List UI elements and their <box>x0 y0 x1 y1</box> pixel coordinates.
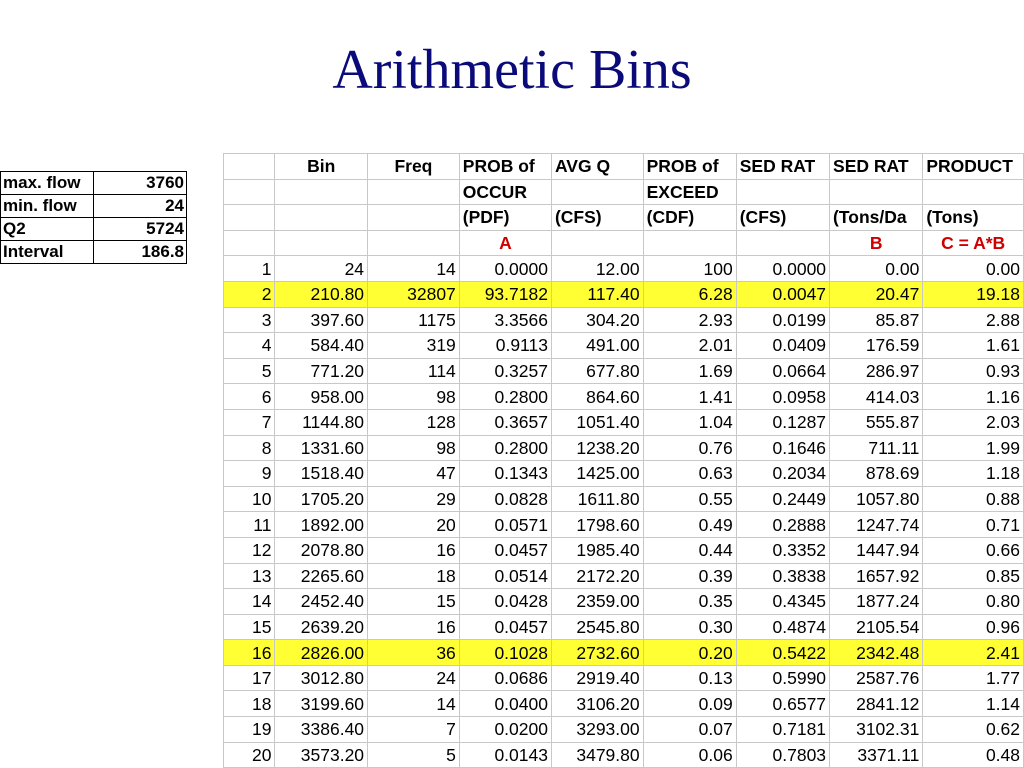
table-cell: 12.00 <box>551 256 643 282</box>
table-cell: 0.0686 <box>459 665 551 691</box>
table-cell: 2105.54 <box>830 614 923 640</box>
table-cell: 16 <box>368 537 460 563</box>
table-cell: 0.96 <box>923 614 1024 640</box>
table-cell <box>224 205 275 231</box>
table-cell: 1798.60 <box>551 512 643 538</box>
table-cell: 3371.11 <box>830 742 923 768</box>
table-cell: 1657.92 <box>830 563 923 589</box>
table-cell: 0.00 <box>923 256 1024 282</box>
table-cell: 1447.94 <box>830 537 923 563</box>
table-cell: 0.39 <box>643 563 736 589</box>
table-cell: 2732.60 <box>551 640 643 666</box>
table-cell: 18 <box>368 563 460 589</box>
table-cell: 0.35 <box>643 589 736 615</box>
table-cell: 0.0571 <box>459 512 551 538</box>
parameter-label: Interval <box>1 241 94 264</box>
table-cell: 0.0457 <box>459 614 551 640</box>
table-cell: 20 <box>224 742 275 768</box>
table-cell: 0.30 <box>643 614 736 640</box>
table-cell: OCCUR <box>459 179 551 205</box>
table-cell <box>643 230 736 256</box>
table-cell: 397.60 <box>275 307 368 333</box>
table-cell: PRODUCT <box>923 154 1024 180</box>
table-cell: 0.88 <box>923 486 1024 512</box>
table-cell: 24 <box>275 256 368 282</box>
table-cell: 1985.40 <box>551 537 643 563</box>
table-cell: 2078.80 <box>275 537 368 563</box>
table-cell: 0.0428 <box>459 589 551 615</box>
table-cell: 0.0400 <box>459 691 551 717</box>
table-cell: 3293.00 <box>551 717 643 743</box>
table-cell: 13 <box>224 563 275 589</box>
table-cell: 304.20 <box>551 307 643 333</box>
table-cell: 2265.60 <box>275 563 368 589</box>
table-cell: 1051.40 <box>551 409 643 435</box>
table-cell <box>830 179 923 205</box>
table-cell: 2639.20 <box>275 614 368 640</box>
table-cell <box>551 179 643 205</box>
table-cell: 3479.80 <box>551 742 643 768</box>
table-cell: 0.6577 <box>736 691 829 717</box>
table-cell <box>275 205 368 231</box>
table-cell: 319 <box>368 333 460 359</box>
table-cell: 1705.20 <box>275 486 368 512</box>
table-row <box>224 486 1024 512</box>
table-cell: (CFS) <box>736 205 829 231</box>
table-cell: 2826.00 <box>275 640 368 666</box>
table-cell: (CFS) <box>551 205 643 231</box>
parameters-table <box>0 171 187 264</box>
table-cell: 0.0958 <box>736 384 829 410</box>
table-cell: 36 <box>368 640 460 666</box>
table-cell: 12 <box>224 537 275 563</box>
table-cell: (CDF) <box>643 205 736 231</box>
table-cell: 414.03 <box>830 384 923 410</box>
table-cell: 0.2034 <box>736 461 829 487</box>
table-cell: 0.55 <box>643 486 736 512</box>
table-cell: 1057.80 <box>830 486 923 512</box>
table-cell: 0.5422 <box>736 640 829 666</box>
parameter-row <box>1 172 187 195</box>
table-cell: 1.69 <box>643 358 736 384</box>
table-cell: 3012.80 <box>275 665 368 691</box>
parameter-row <box>1 241 187 264</box>
table-cell: 1518.40 <box>275 461 368 487</box>
table-cell: 2.01 <box>643 333 736 359</box>
table-cell: 771.20 <box>275 358 368 384</box>
table-cell: 32807 <box>368 281 460 307</box>
table-cell: 2.88 <box>923 307 1024 333</box>
table-cell: 6 <box>224 384 275 410</box>
table-row <box>224 717 1024 743</box>
table-row <box>224 665 1024 691</box>
table-cell: 8 <box>224 435 275 461</box>
table-cell: 2841.12 <box>830 691 923 717</box>
table-cell: 3199.60 <box>275 691 368 717</box>
table-cell: 0.71 <box>923 512 1024 538</box>
table-cell: 2172.20 <box>551 563 643 589</box>
table-cell: 0.0200 <box>459 717 551 743</box>
table-cell: 878.69 <box>830 461 923 487</box>
table-cell: 0.2800 <box>459 384 551 410</box>
table-cell: 0.0047 <box>736 281 829 307</box>
table-cell: 0.1343 <box>459 461 551 487</box>
table-cell: 677.80 <box>551 358 643 384</box>
parameter-value: 186.8 <box>94 241 187 264</box>
table-cell: 20.47 <box>830 281 923 307</box>
table-cell <box>368 179 460 205</box>
table-cell: 2545.80 <box>551 614 643 640</box>
table-cell: 3102.31 <box>830 717 923 743</box>
table-cell: 14 <box>368 256 460 282</box>
table-cell: 17 <box>224 665 275 691</box>
table-cell: 47 <box>368 461 460 487</box>
table-cell: 0.0514 <box>459 563 551 589</box>
table-cell: 0.3657 <box>459 409 551 435</box>
table-cell: 1 <box>224 256 275 282</box>
table-cell <box>224 154 275 180</box>
table-cell: 19 <box>224 717 275 743</box>
table-cell: 1.61 <box>923 333 1024 359</box>
table-cell: 711.11 <box>830 435 923 461</box>
table-row <box>224 256 1024 282</box>
table-cell: 128 <box>368 409 460 435</box>
table-cell: 1892.00 <box>275 512 368 538</box>
table-cell: 3.3566 <box>459 307 551 333</box>
table-cell <box>736 179 829 205</box>
table-cell: 20 <box>368 512 460 538</box>
table-cell: 14 <box>224 589 275 615</box>
table-row <box>224 742 1024 768</box>
table-cell: 1.14 <box>923 691 1024 717</box>
highlighted-table-row <box>224 640 1024 666</box>
table-cell: 210.80 <box>275 281 368 307</box>
table-cell: 0.06 <box>643 742 736 768</box>
table-row <box>224 435 1024 461</box>
table-cell: 555.87 <box>830 409 923 435</box>
table-row <box>224 512 1024 538</box>
table-cell: 0.4874 <box>736 614 829 640</box>
table-cell: 15 <box>368 589 460 615</box>
table-cell: 0.63 <box>643 461 736 487</box>
table-cell <box>551 230 643 256</box>
table-cell: (Tons/Da <box>830 205 923 231</box>
parameter-row <box>1 195 187 218</box>
parameter-value: 3760 <box>94 172 187 195</box>
table-cell: 3106.20 <box>551 691 643 717</box>
table-cell: 1.41 <box>643 384 736 410</box>
parameter-value: 5724 <box>94 218 187 241</box>
table-cell: 1425.00 <box>551 461 643 487</box>
table-cell: 19.18 <box>923 281 1024 307</box>
table-cell: 2359.00 <box>551 589 643 615</box>
table-row <box>224 384 1024 410</box>
table-cell: 0.93 <box>923 358 1024 384</box>
table-cell: 5 <box>368 742 460 768</box>
table-cell: 0.7803 <box>736 742 829 768</box>
table-cell: 117.40 <box>551 281 643 307</box>
table-cell: 2452.40 <box>275 589 368 615</box>
table-row <box>224 691 1024 717</box>
table-cell: SED RAT <box>736 154 829 180</box>
table-row <box>224 563 1024 589</box>
table-cell: 0.20 <box>643 640 736 666</box>
table-cell: 6.28 <box>643 281 736 307</box>
table-cell: 0.3257 <box>459 358 551 384</box>
table-cell: 0.13 <box>643 665 736 691</box>
table-cell: 10 <box>224 486 275 512</box>
table-cell: 0.4345 <box>736 589 829 615</box>
table-cell: 0.07 <box>643 717 736 743</box>
table-cell: 0.0000 <box>736 256 829 282</box>
table-cell: 0.2888 <box>736 512 829 538</box>
table-cell: 7 <box>368 717 460 743</box>
table-cell: 11 <box>224 512 275 538</box>
table-cell: 14 <box>368 691 460 717</box>
table-cell: 0.85 <box>923 563 1024 589</box>
table-cell: 2342.48 <box>830 640 923 666</box>
parameter-row <box>1 218 187 241</box>
table-cell: AVG Q <box>551 154 643 180</box>
table-cell: 0.9113 <box>459 333 551 359</box>
table-cell: 7 <box>224 409 275 435</box>
slide-title: Arithmetic Bins <box>332 39 692 101</box>
table-cell <box>368 230 460 256</box>
table-cell: 93.7182 <box>459 281 551 307</box>
table-cell: 0.0457 <box>459 537 551 563</box>
table-cell: 0.00 <box>830 256 923 282</box>
formula-tag-row <box>224 230 1024 256</box>
table-cell: 2.03 <box>923 409 1024 435</box>
table-cell: 0.80 <box>923 589 1024 615</box>
table-cell: PROB of <box>459 154 551 180</box>
table-cell: 0.66 <box>923 537 1024 563</box>
parameter-value: 24 <box>94 195 187 218</box>
header-row <box>224 154 1024 180</box>
table-cell: (Tons) <box>923 205 1024 231</box>
table-cell: C = A*B <box>923 230 1024 256</box>
table-cell: 18 <box>224 691 275 717</box>
table-cell: 100 <box>643 256 736 282</box>
table-cell: 4 <box>224 333 275 359</box>
table-cell: 0.44 <box>643 537 736 563</box>
table-row <box>224 358 1024 384</box>
table-cell: 0.7181 <box>736 717 829 743</box>
table-cell: 2587.76 <box>830 665 923 691</box>
table-cell: 0.1646 <box>736 435 829 461</box>
table-cell: 958.00 <box>275 384 368 410</box>
table-cell: 176.59 <box>830 333 923 359</box>
table-row <box>224 614 1024 640</box>
table-row <box>224 461 1024 487</box>
table-cell: 0.2449 <box>736 486 829 512</box>
table-cell: 1.04 <box>643 409 736 435</box>
table-cell: B <box>830 230 923 256</box>
table-cell: EXCEED <box>643 179 736 205</box>
table-cell: Bin <box>275 154 368 180</box>
table-cell: 5 <box>224 358 275 384</box>
table-cell: 98 <box>368 435 460 461</box>
table-cell: 0.1028 <box>459 640 551 666</box>
table-cell: 15 <box>224 614 275 640</box>
table-cell: 1144.80 <box>275 409 368 435</box>
table-cell: 0.0409 <box>736 333 829 359</box>
table-cell: 29 <box>368 486 460 512</box>
table-cell: 0.49 <box>643 512 736 538</box>
table-cell: 16 <box>224 640 275 666</box>
header-row <box>224 205 1024 231</box>
table-cell: 3573.20 <box>275 742 368 768</box>
table-cell: 1.77 <box>923 665 1024 691</box>
table-cell: 1247.74 <box>830 512 923 538</box>
table-cell: 1611.80 <box>551 486 643 512</box>
table-cell: (PDF) <box>459 205 551 231</box>
table-cell: 2919.40 <box>551 665 643 691</box>
table-cell: 1331.60 <box>275 435 368 461</box>
table-cell: SED RAT <box>830 154 923 180</box>
table-cell: 1175 <box>368 307 460 333</box>
table-cell: 1.16 <box>923 384 1024 410</box>
table-cell: 0.0828 <box>459 486 551 512</box>
table-cell <box>923 179 1024 205</box>
table-cell <box>224 230 275 256</box>
table-row <box>224 409 1024 435</box>
table-cell: 1.18 <box>923 461 1024 487</box>
table-cell: 0.62 <box>923 717 1024 743</box>
table-cell: 864.60 <box>551 384 643 410</box>
parameter-label: max. flow <box>1 172 94 195</box>
table-cell: 0.3352 <box>736 537 829 563</box>
parameter-label: Q2 <box>1 218 94 241</box>
table-cell: 584.40 <box>275 333 368 359</box>
table-cell: 0.0000 <box>459 256 551 282</box>
table-cell: 0.0199 <box>736 307 829 333</box>
table-cell <box>368 205 460 231</box>
table-cell: 2.93 <box>643 307 736 333</box>
table-cell: 491.00 <box>551 333 643 359</box>
table-cell: 0.5990 <box>736 665 829 691</box>
parameter-label: min. flow <box>1 195 94 218</box>
table-row <box>224 333 1024 359</box>
table-cell: 2 <box>224 281 275 307</box>
table-cell: 0.0143 <box>459 742 551 768</box>
table-cell: 0.0664 <box>736 358 829 384</box>
header-row <box>224 179 1024 205</box>
table-cell: 0.3838 <box>736 563 829 589</box>
bins-table <box>223 153 1024 768</box>
table-cell: 114 <box>368 358 460 384</box>
table-cell <box>736 230 829 256</box>
table-cell: 0.09 <box>643 691 736 717</box>
table-row <box>224 537 1024 563</box>
table-cell: 1877.24 <box>830 589 923 615</box>
table-cell: 3386.40 <box>275 717 368 743</box>
table-cell: 9 <box>224 461 275 487</box>
table-cell: 0.76 <box>643 435 736 461</box>
table-cell: 1.99 <box>923 435 1024 461</box>
table-cell: 98 <box>368 384 460 410</box>
table-cell <box>275 179 368 205</box>
table-cell: PROB of <box>643 154 736 180</box>
table-row <box>224 589 1024 615</box>
table-cell: 85.87 <box>830 307 923 333</box>
table-cell: 24 <box>368 665 460 691</box>
table-cell: 0.1287 <box>736 409 829 435</box>
table-cell: A <box>459 230 551 256</box>
table-cell <box>275 230 368 256</box>
table-cell: Freq <box>368 154 460 180</box>
table-cell: 286.97 <box>830 358 923 384</box>
table-cell: 0.48 <box>923 742 1024 768</box>
table-cell: 3 <box>224 307 275 333</box>
table-row <box>224 307 1024 333</box>
table-cell: 16 <box>368 614 460 640</box>
table-cell <box>224 179 275 205</box>
table-cell: 1238.20 <box>551 435 643 461</box>
table-cell: 2.41 <box>923 640 1024 666</box>
highlighted-table-row <box>224 281 1024 307</box>
table-cell: 0.2800 <box>459 435 551 461</box>
